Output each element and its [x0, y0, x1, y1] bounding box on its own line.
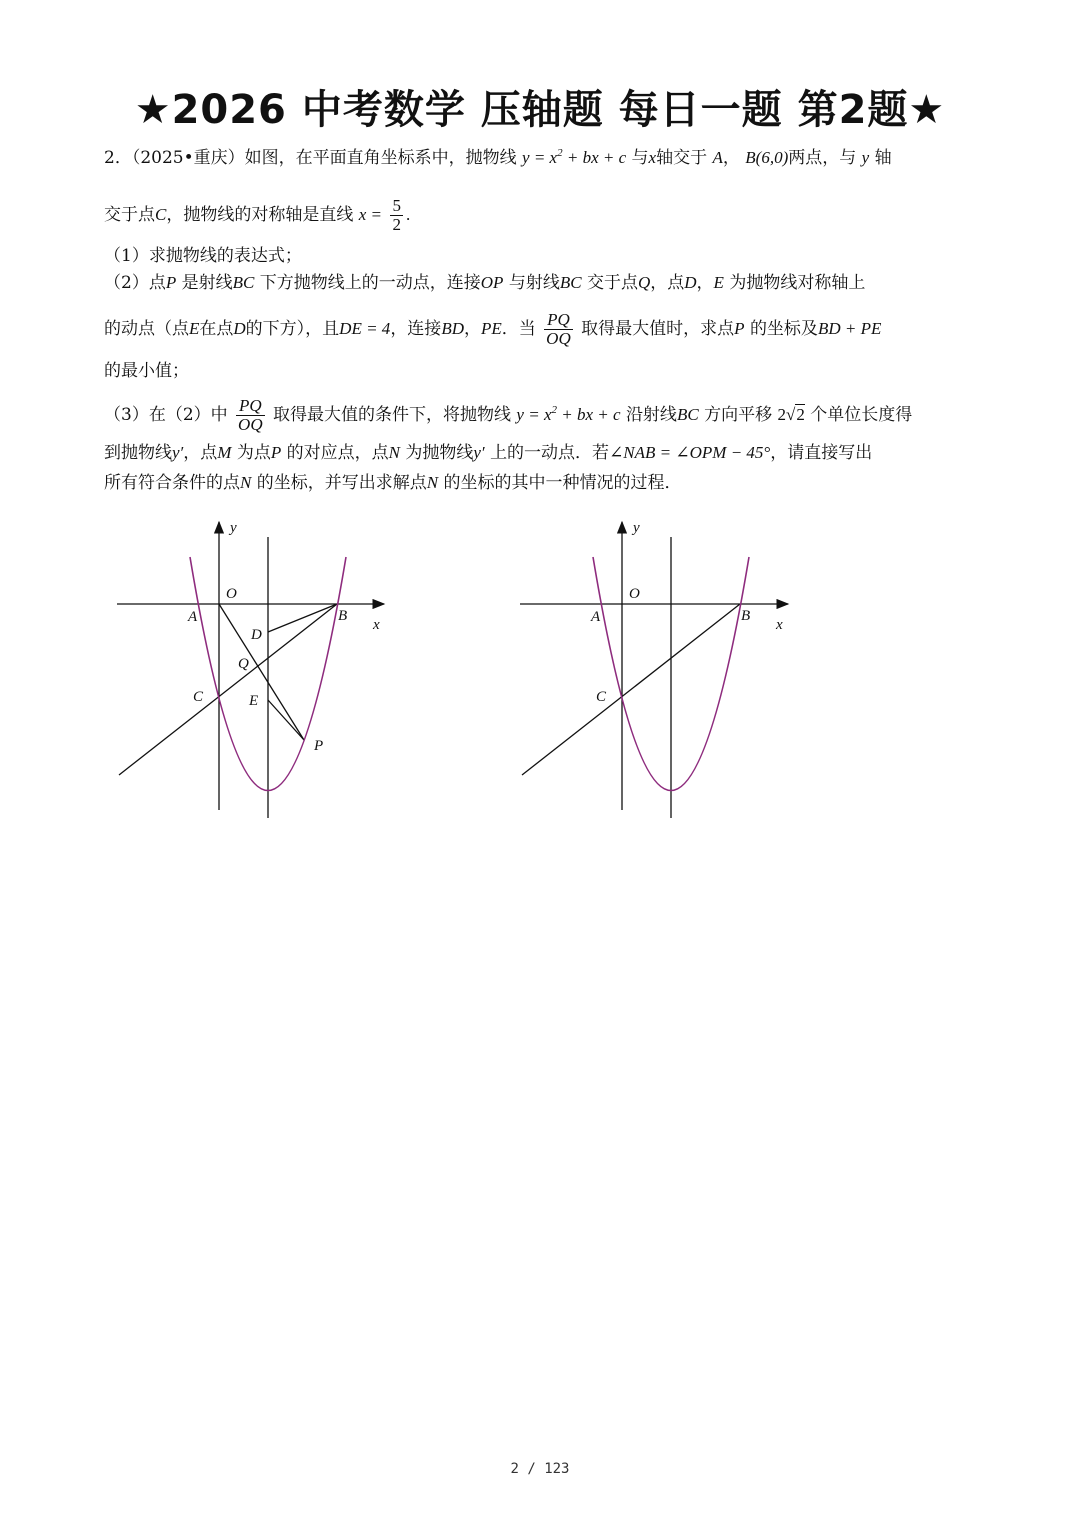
fraction-pq-oq-2: $\frac{PQ}{OQ}$	[238, 396, 263, 434]
label-e: E	[249, 693, 259, 709]
math: $y = x^2$ + bx + c	[516, 404, 621, 424]
math: $y = x^2$ + bx + c	[522, 147, 627, 167]
text: 到抛物线	[104, 443, 172, 463]
text: 为抛物线	[405, 443, 474, 463]
text: 取得最大值的条件下，将抛物线	[273, 405, 512, 425]
math: y	[861, 148, 870, 167]
math: P	[270, 443, 282, 462]
label-y: y	[230, 520, 237, 536]
text: 轴	[874, 148, 892, 168]
math: ∠NAB = ∠OPM − 45°	[609, 443, 771, 462]
figure-left	[110, 515, 400, 825]
math: P	[165, 273, 177, 292]
text: （3）在（2）中	[104, 405, 228, 425]
math: N	[388, 443, 400, 462]
text: 在点	[199, 319, 234, 339]
math: PE	[480, 319, 502, 338]
text: ，	[696, 273, 714, 293]
page-title: ★2026 中考数学 压轴题 每日一题 第2题★	[134, 87, 946, 133]
problem-source: （2025•重庆）	[131, 148, 245, 168]
label-a: A	[591, 609, 601, 625]
text: 方向平移	[704, 405, 773, 425]
math: D	[233, 319, 246, 338]
label-c: C	[193, 689, 204, 705]
math: DE = 4	[339, 319, 391, 338]
math: Q	[637, 273, 651, 292]
text: 交于点	[104, 205, 155, 225]
text: （2）点	[104, 273, 166, 293]
part-3-line-1	[104, 397, 979, 434]
part-2-line-3: 的最小值；	[104, 361, 189, 381]
text: ，抛物线的对称轴是直线	[166, 205, 354, 225]
text: 沿射线	[625, 405, 677, 425]
text: 与	[631, 148, 649, 168]
label-a: A	[188, 609, 198, 625]
text: 的坐标的其中一种情况的过程．	[443, 473, 682, 493]
text: 如图，在平面直角坐标系中，抛物线	[244, 148, 517, 168]
label-b: B	[741, 608, 751, 624]
part-1: （1）求抛物线的表达式；	[104, 246, 302, 266]
text: ，点	[183, 443, 218, 463]
line-bc	[522, 604, 740, 775]
part-3-line-3	[104, 470, 979, 496]
math: B(6,0)	[745, 148, 789, 167]
text: 的下方），且	[245, 319, 340, 339]
line-bc	[119, 604, 337, 775]
text: ．当	[501, 319, 536, 339]
math: x	[648, 148, 657, 167]
text: 下方抛物线上的一动点，连接	[259, 273, 481, 293]
text: .	[405, 205, 411, 224]
math: BC	[676, 405, 699, 424]
label-x: x	[776, 617, 783, 633]
math: N	[240, 473, 252, 492]
text: ，点	[650, 273, 685, 293]
figure-right	[515, 515, 805, 825]
text: ，连接	[390, 319, 442, 339]
text: ，请直接写出	[770, 443, 873, 463]
label-o: O	[629, 586, 640, 602]
part-2-line-2	[104, 311, 979, 348]
segment-op	[219, 604, 304, 740]
math: y′	[473, 443, 485, 462]
math: D	[684, 273, 697, 292]
label-c: C	[596, 689, 607, 705]
label-p: P	[314, 738, 324, 754]
math: y′	[172, 443, 184, 462]
text: 取得最大值时，求点	[581, 319, 735, 339]
part-2-line-1	[104, 270, 979, 296]
label-q: Q	[238, 656, 249, 672]
text: 为点	[236, 443, 271, 463]
label-o: O	[226, 586, 237, 602]
math: BD	[441, 319, 464, 338]
text: 的动点（点	[104, 319, 189, 339]
label-d: D	[251, 627, 262, 643]
fraction-pq-oq: $\frac{PQ}{OQ}$	[546, 310, 571, 348]
math: E	[189, 319, 200, 338]
page-number: 2 / 123	[510, 1461, 570, 1477]
segment-pe	[268, 700, 304, 740]
segment-bd	[268, 604, 337, 632]
label-y: y	[633, 520, 640, 536]
text: 个单位长度得	[810, 405, 913, 425]
text: ，	[463, 319, 481, 339]
text: 交于点	[586, 273, 638, 293]
text: 与射线	[508, 273, 560, 293]
text: 是射线	[181, 273, 233, 293]
math: BC	[232, 273, 255, 292]
text: ，	[722, 148, 740, 168]
math: M	[217, 443, 232, 462]
fraction-5-2: $\frac{5}{2}$	[392, 196, 401, 234]
math-2sqrt2: 2√2	[777, 405, 805, 424]
math: A	[712, 148, 723, 167]
math: BD + PE	[817, 319, 882, 338]
problem-line-2	[104, 197, 979, 234]
math: P	[734, 319, 745, 338]
problem-number: 2．	[104, 148, 132, 168]
math: C	[155, 205, 167, 224]
text: 为抛物线对称轴上	[729, 273, 866, 293]
math: N	[426, 473, 439, 492]
text: 的对应点，点	[286, 443, 389, 463]
problem-line-1	[104, 145, 979, 171]
part-3-line-2	[104, 440, 979, 466]
text: 所有符合条件的点	[104, 473, 240, 493]
text: 上的一动点．若	[490, 443, 610, 463]
math: E	[713, 273, 724, 292]
math: OP	[480, 273, 504, 292]
label-x: x	[373, 617, 380, 633]
text: 两点，与	[788, 148, 857, 168]
label-b: B	[338, 608, 348, 624]
text: 轴交于	[656, 148, 708, 168]
math: BC	[559, 273, 582, 292]
math: x =	[358, 205, 383, 224]
text: 的坐标，并写出求解点	[256, 473, 427, 493]
text: 的坐标及	[749, 319, 818, 339]
